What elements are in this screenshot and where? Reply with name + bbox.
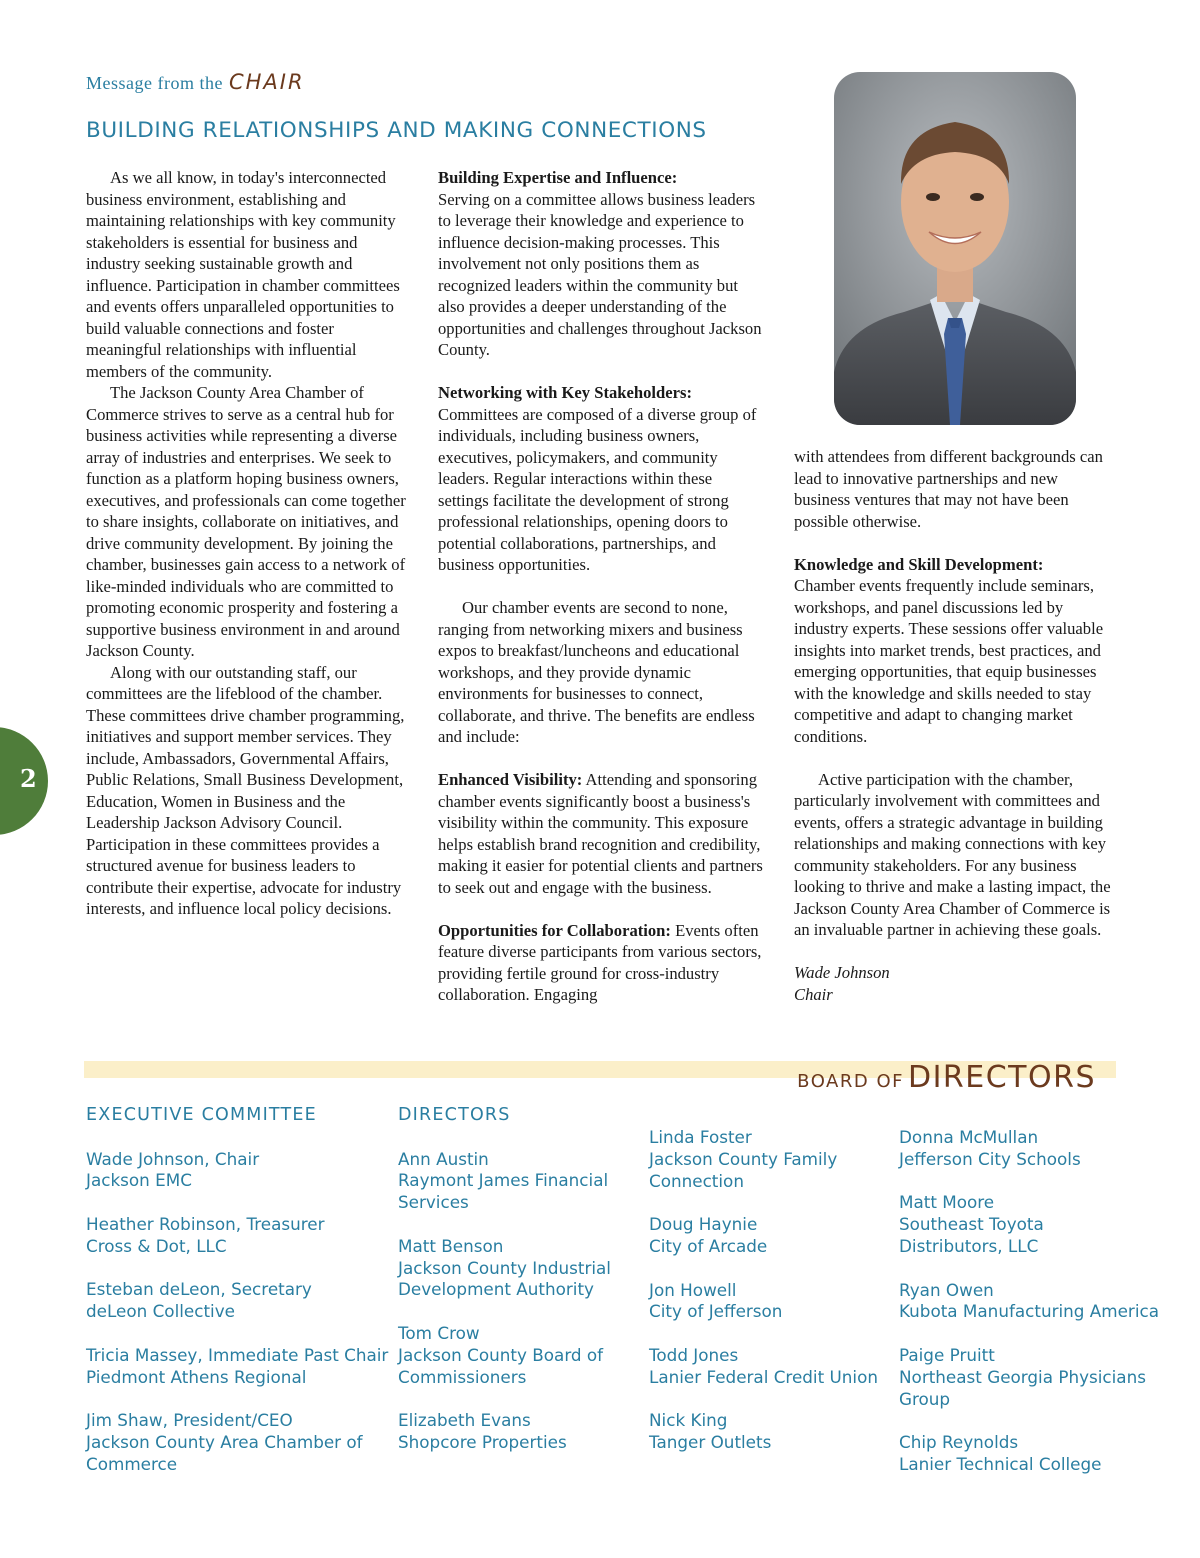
member-entry — [398, 1410, 611, 1454]
member-name: Matt Moore — [899, 1192, 995, 1213]
portrait-image — [834, 72, 1076, 425]
member-org: Commerce — [86, 1453, 178, 1474]
member-name: Jim Shaw, President/CEO — [86, 1410, 293, 1431]
member-entry — [649, 1214, 878, 1258]
executive-committee-column — [86, 1105, 388, 1497]
member-org: Jackson County Family — [649, 1148, 838, 1169]
member-entry — [86, 1279, 388, 1323]
member-entry — [899, 1432, 1159, 1476]
member-org: Southeast Toyota — [899, 1214, 1044, 1235]
paragraph — [438, 920, 763, 1006]
member-org: Kubota Manufacturing America — [899, 1301, 1159, 1322]
member-org: Jefferson City Schools — [899, 1148, 1081, 1169]
member-org: Jackson EMC — [86, 1170, 192, 1191]
signature-title: Chair — [794, 984, 833, 1004]
paragraph: Serving on a committee allows business leaders to leverage their knowledge and experience to influence decision-making processes. This involvement not only positions them as recognized leaders within the community but also provides a deeper understanding of the opportunities and challenges throughout Jackson County. — [438, 189, 762, 359]
member-org: Shopcore Properties — [398, 1431, 567, 1452]
paragraph: As we all know, in today's interconnected business environment, establishing and maintaining relationships with key community stakeholders is essential for business and industry seeking sustainable growth and influence. Participation in chamber committees and events offers unparalleled opportunities to build valuable connections and foster meaningful relationships with influential members of the community. — [86, 168, 400, 381]
member-name: Doug Haynie — [649, 1214, 758, 1235]
lead-in: Enhanced Visibility: — [438, 770, 583, 789]
member-entry — [398, 1149, 611, 1214]
member-entry — [86, 1345, 388, 1389]
member-org: Jackson County Board of — [398, 1344, 604, 1365]
executive-heading: EXECUTIVE COMMITTEE — [86, 1105, 317, 1125]
board-title — [797, 1060, 1096, 1095]
member-org: Lanier Technical College — [899, 1453, 1102, 1474]
member-org: deLeon Collective — [86, 1301, 235, 1322]
member-org: Services — [398, 1192, 469, 1213]
paragraph: Along with our outstanding staff, our committees are the lifeblood of the chamber. These committees drive chamber programming, initiatives and support member services. They include, Ambassadors, Governmental Affairs, Public Relations, Small Business Development, Education, Women in Business and the Leadership Jackson Advisory Council. Participation in these committees provides a structured avenue for business leaders to contribute their expertise, advocate for industry interests, and influence local policy decisions. — [86, 662, 405, 918]
kicker-text: Message from the — [86, 73, 223, 93]
lead-text: Events often feature diverse participants from various sectors, providing fertile ground for cross-industry collaboration. Engaging — [438, 920, 762, 1004]
lead-in: Opportunities for Collaboration: — [438, 920, 671, 940]
member-name: Tricia Massey, Immediate Past Chair — [86, 1344, 389, 1365]
member-name: Nick King — [649, 1410, 728, 1431]
member-org: Cross & Dot, LLC — [86, 1235, 227, 1256]
member-name: Todd Jones — [649, 1344, 739, 1365]
member-entry — [649, 1410, 878, 1454]
member-org: Commissioners — [398, 1366, 527, 1387]
member-entry — [899, 1192, 1159, 1257]
member-name: Ann Austin — [398, 1148, 489, 1169]
member-name: Chip Reynolds — [899, 1432, 1019, 1453]
subheading: Networking with Key Stakeholders: — [438, 383, 692, 402]
member-name: Wade Johnson, Chair — [86, 1148, 260, 1169]
board-title-big: DIRECTORS — [907, 1060, 1096, 1095]
article-column-3 — [794, 446, 1116, 1005]
member-entry — [649, 1127, 878, 1192]
article-column-2 — [438, 167, 763, 1006]
member-name: Matt Benson — [398, 1235, 504, 1256]
member-name: Elizabeth Evans — [398, 1410, 531, 1431]
member-entry — [899, 1280, 1159, 1324]
paragraph: with attendees from different backgrounds can lead to innovative partnerships and new business ventures that may not have been possible otherwise. — [794, 447, 1103, 531]
directors-column-1 — [398, 1105, 611, 1476]
article-column-1 — [86, 167, 406, 920]
member-name: Ryan Owen — [899, 1279, 994, 1300]
section-kicker — [86, 70, 305, 94]
chair-portrait — [834, 72, 1076, 425]
member-org: Lanier Federal Credit Union — [649, 1366, 878, 1387]
directors-column-2 — [649, 1127, 878, 1476]
member-entry — [649, 1345, 878, 1389]
member-name: Donna McMullan — [899, 1127, 1039, 1147]
page-number: 2 — [20, 764, 37, 793]
directors-column-3 — [899, 1127, 1159, 1498]
signature-name: Wade Johnson — [794, 963, 890, 982]
paragraph: Active participation with the chamber, particularly involvement with committees and events, offers a strategic advantage in building relationships and making connections with key community stakeholders. For any business looking to thrive and make a lasting impact, the Jackson County Area Chamber of Commerce is an invaluable partner in achieving these goals. — [794, 769, 1111, 939]
subheading: Building Expertise and Influence: — [438, 168, 678, 187]
member-org: Jackson County Area Chamber of — [86, 1431, 363, 1452]
paragraph — [438, 769, 763, 898]
member-entry — [86, 1410, 388, 1475]
subheading: Knowledge and Skill Development: — [794, 554, 1044, 574]
paragraph: Chamber events frequently include seminars, workshops, and panel discussions led by industry experts. These sessions offer valuable insights into market trends, best practices, and emerging opportunities, that equip businesses with the knowledge and skills needed to stay competitive and adapt to changing market conditions. — [794, 576, 1104, 746]
kicker-emphasis: CHAIR — [228, 70, 305, 94]
member-org: Connection — [649, 1170, 744, 1191]
member-entry — [398, 1236, 611, 1301]
member-entry — [86, 1214, 388, 1258]
member-org: Piedmont Athens Regional — [86, 1366, 307, 1387]
member-entry — [86, 1149, 388, 1193]
page-title: BUILDING RELATIONSHIPS AND MAKING CONNECTIONS — [86, 118, 707, 143]
member-entry — [649, 1280, 878, 1324]
member-org: Distributors, LLC — [899, 1235, 1039, 1256]
member-org: Raymont James Financial — [398, 1170, 609, 1191]
lead-text: Attending and sponsoring chamber events significantly boost a business's visibility within the community. This exposure helps establish brand recognition and credibility, making it easier for potential clients and partners to seek out and engage with the business. — [438, 770, 763, 897]
member-org: Jackson County Industrial — [398, 1257, 611, 1278]
member-org: City of Jefferson — [649, 1301, 783, 1322]
member-name: Jon Howell — [649, 1279, 737, 1300]
member-org: City of Arcade — [649, 1235, 768, 1256]
member-org: Tanger Outlets — [649, 1432, 772, 1453]
member-org: Development Authority — [398, 1279, 594, 1300]
member-entry — [398, 1323, 611, 1388]
member-name: Paige Pruitt — [899, 1344, 995, 1365]
paragraph: The Jackson County Area Chamber of Commerce strives to serve as a central hub for business activities while representing a diverse array of industries and enterprises. We seek to function as a platform hoping business owners, executives, and professionals can come together to share insights, collaborate on initiatives, and drive community development. By joining the chamber, businesses gain access to a network of like-minded individuals who are committed to promoting economic prosperity and fostering a supportive business environment in and around Jackson County. — [86, 383, 406, 660]
member-name: Esteban deLeon, Secretary — [86, 1279, 312, 1300]
member-org: Northeast Georgia Physicians — [899, 1366, 1146, 1387]
member-entry — [899, 1127, 1159, 1171]
member-org: Group — [899, 1388, 951, 1409]
directors-heading: DIRECTORS — [398, 1105, 511, 1125]
paragraph: Committees are composed of a diverse group of individuals, including business owners, executives, policymakers, and community leaders. Regular interactions within these settings facilitate the development of strong professional relationships, opening doors to potential collaborations, partnerships, and business opportunities. — [438, 404, 757, 574]
member-entry — [899, 1345, 1159, 1410]
member-name: Linda Foster — [649, 1127, 752, 1147]
paragraph: Our chamber events are second to none, ranging from networking mixers and business expos to breakfast/luncheons and educational workshops, and they provide dynamic environments for businesses to connect, collaborate, and thrive. The benefits are endless and include: — [438, 598, 755, 746]
board-title-small: BOARD OF — [797, 1071, 904, 1092]
member-name: Tom Crow — [398, 1322, 480, 1343]
member-name: Heather Robinson, Treasurer — [86, 1213, 325, 1234]
